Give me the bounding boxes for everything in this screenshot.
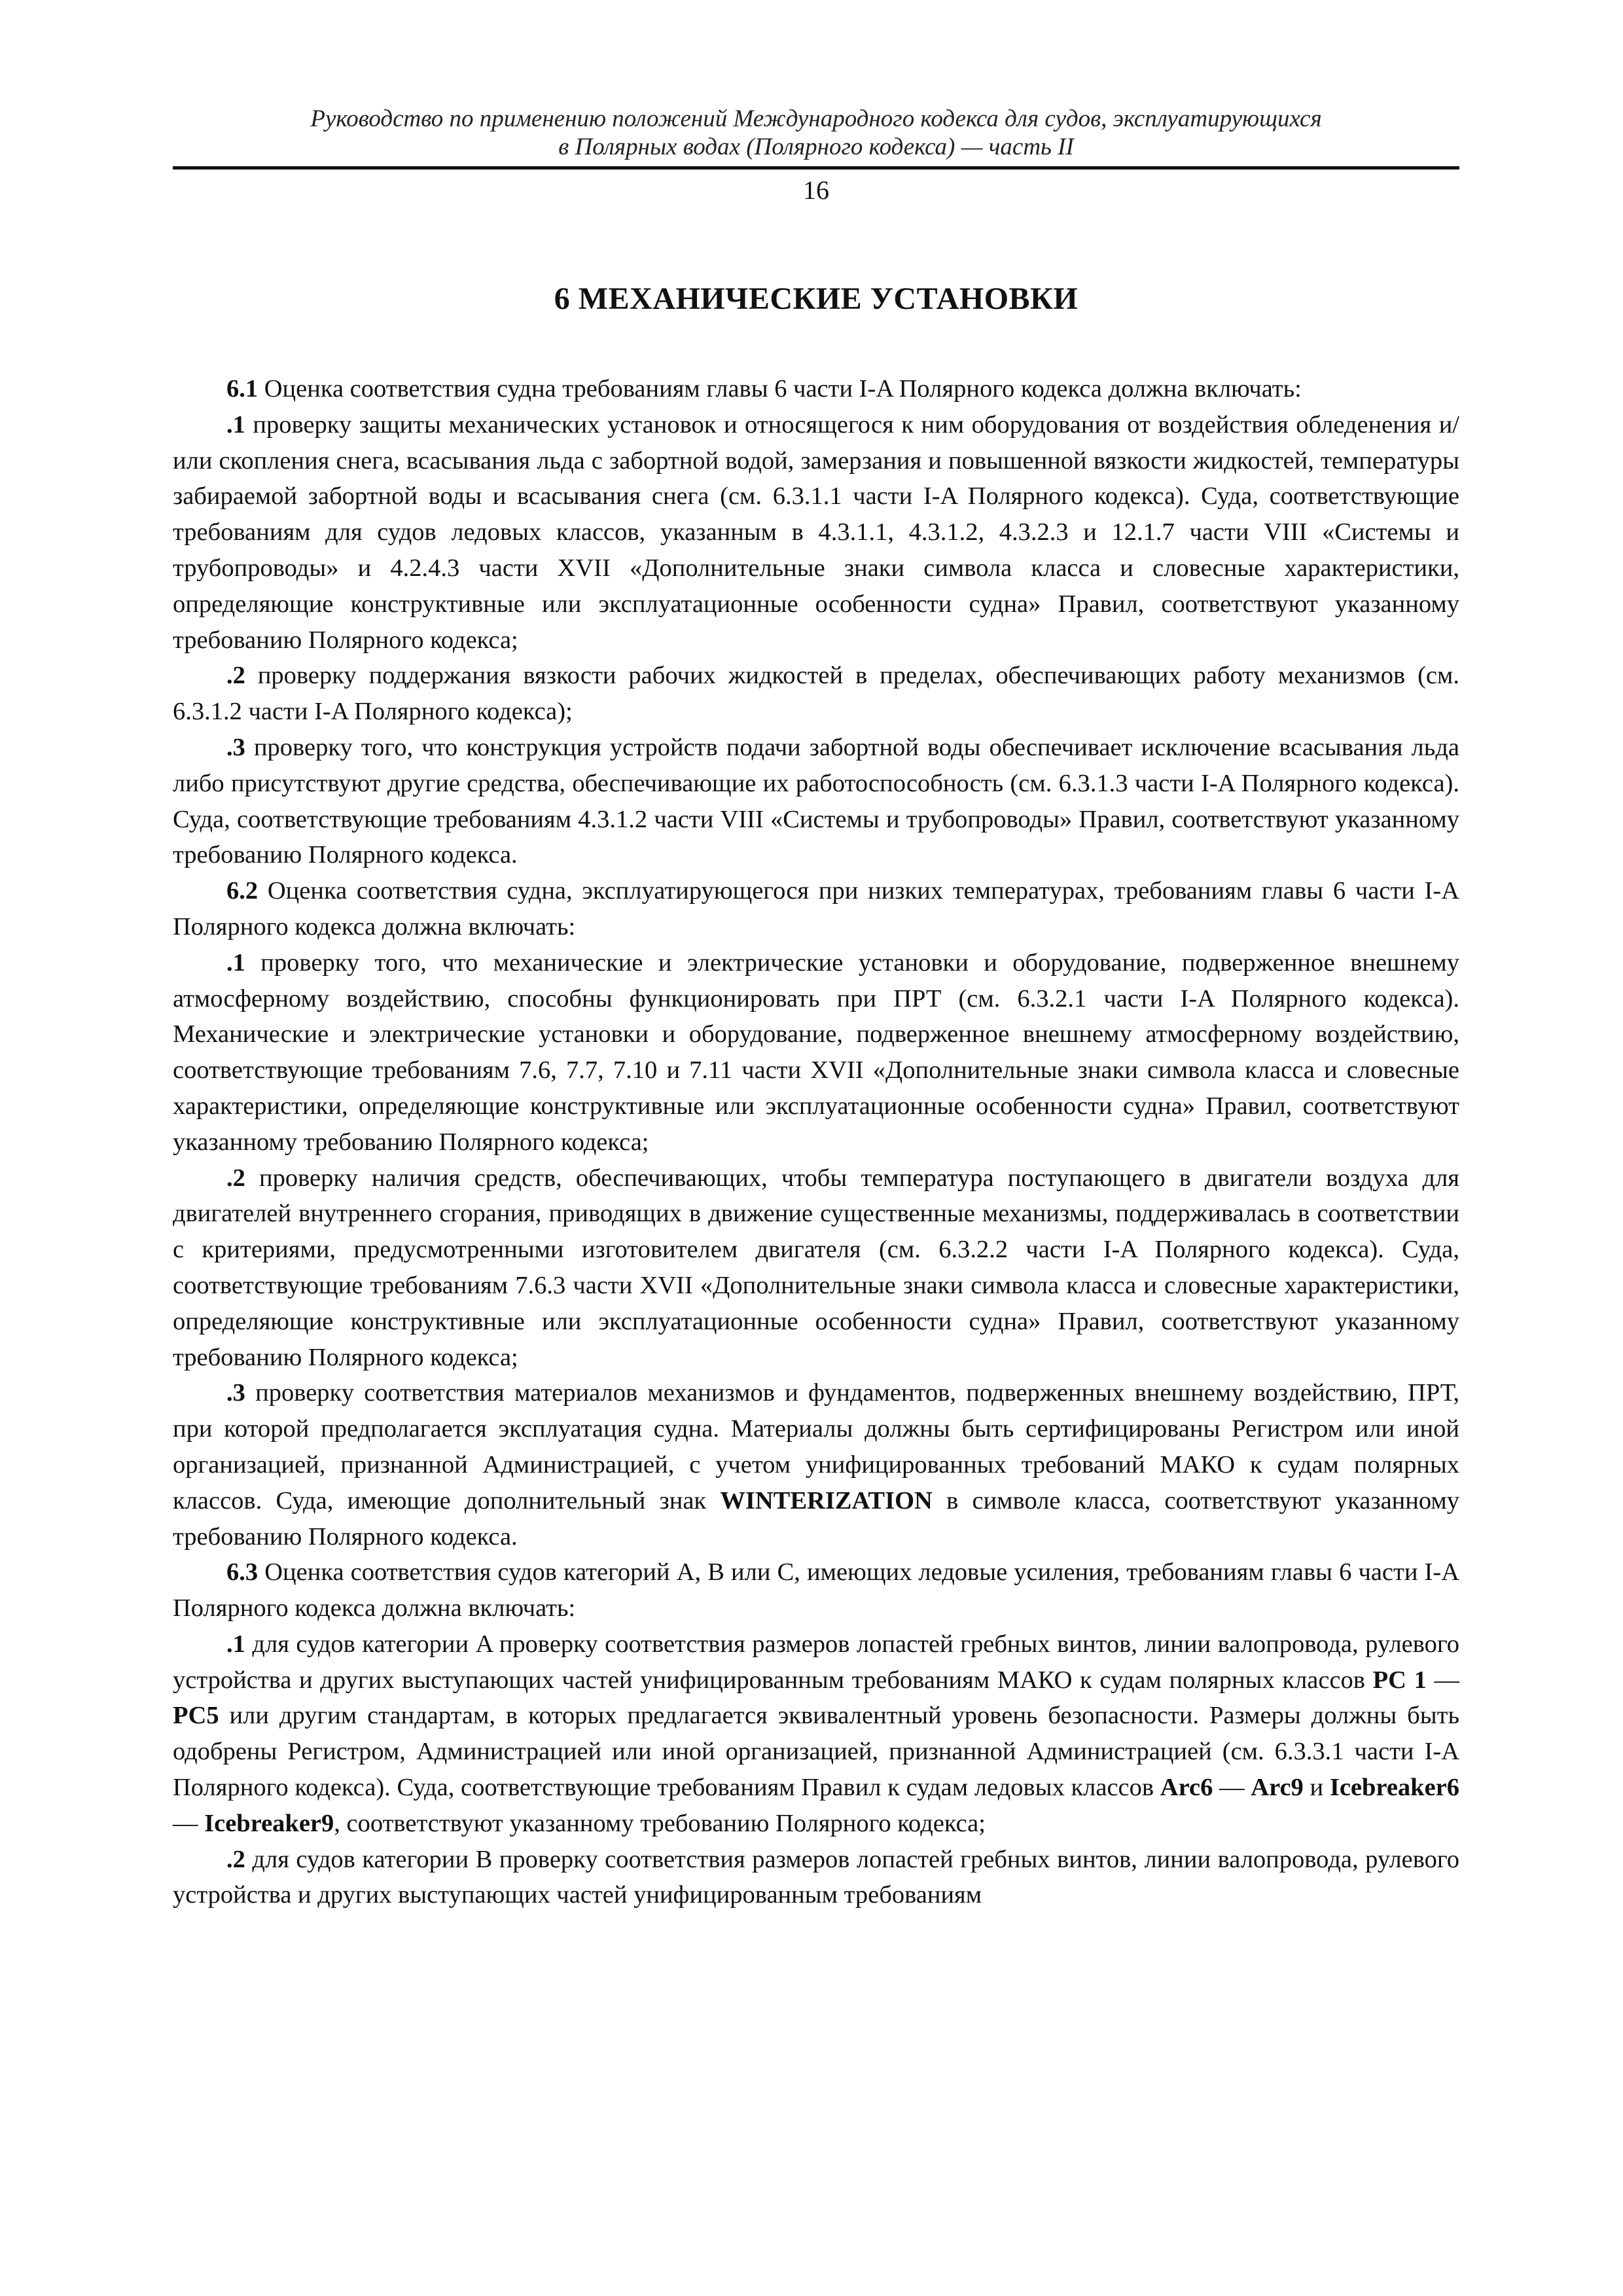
paragraph-text: проверку того, что механические и электрические установки и оборудование, подверженное внешнему атмосферному воздействию, способны функционировать при ПРТ (см. 6.3.2.1 части I-A Полярного кодекса). Механические и электрические установки и оборудование, подверженное внешнему атмосферному воздействию, соответствующие требованиям 7.6, 7.7, 7.10 и 7.11 части XVII «Дополнительные знаки символа класса и словесные характеристики, определяющие конструктивные или эксплуатационные особенности судна» Правил, соответствуют указанному требованию Полярного кодекса; <box>173 948 1459 1156</box>
paragraph-number: .1 <box>226 948 245 977</box>
paragraph-text: и <box>1303 1774 1330 1802</box>
class-notation-winterization: WINTERIZATION <box>720 1486 933 1515</box>
class-notation-pc1: PC 1 <box>1372 1666 1427 1694</box>
paragraph-number: .1 <box>226 1630 245 1658</box>
paragraph-text: , соответствуют указанному требованию Полярного кодекса; <box>334 1809 986 1837</box>
paragraph-number: 6.1 <box>226 375 259 403</box>
paragraph-6-1-2 <box>173 658 1459 730</box>
paragraph-text: — <box>173 1809 205 1837</box>
paragraph-text: — <box>1213 1774 1251 1802</box>
paragraph-number: 6.3 <box>226 1558 259 1587</box>
paragraph-text: или другим стандартам, в которых предлагается эквивалентный уровень безопасности. Размеры должны быть одобрены Регистром, Администрацией или иной организацией, признанной Администрацией (см. 6.3.3.1 части I-A Полярного кодекса). Суда, соответствующие требованиям Правил к судам ледовых классов <box>173 1702 1459 1802</box>
class-notation-arc9: Arc9 <box>1251 1774 1304 1802</box>
running-header-line-2: в Полярных водах (Полярного кодекса) — часть II <box>558 134 1074 160</box>
paragraph-6-3 <box>173 1554 1459 1626</box>
paragraph-text: проверку защиты механических установок и относящегося к ним оборудования от воздействия обледенения и/или скопления снега, всасывания льда с забортной водой, замерзания и повышенной вязкости жидкостей, температуры забираемой забортной воды и всасывания снега (см. 6.3.1.1 части I-A Полярного кодекса). Суда, соответствующие требованиям для судов ледовых классов, указанным в 4.3.1.1, 4.3.1.2, 4.3.2.3 и 12.1.7 части VIII «Системы и трубопроводы» и 4.2.4.3 части XVII «Дополнительные знаки символа класса и словесные характеристики, определяющие конструктивные или эксплуатационные особенности судна» Правил, соответствуют указанному требованию Полярного кодекса; <box>173 410 1459 654</box>
paragraph-6-3-1 <box>173 1626 1459 1842</box>
paragraph-number: 6.2 <box>226 877 259 905</box>
paragraph-6-1 <box>173 371 1459 407</box>
paragraph-number: .2 <box>226 1845 245 1873</box>
paragraph-6-2-3 <box>173 1375 1459 1554</box>
paragraph-number: .1 <box>226 410 245 439</box>
class-notation-icebreaker6: Icebreaker6 <box>1329 1774 1459 1802</box>
paragraph-text: проверку соответствия материалов механизмов и фундаментов, подверженных внешнему воздействию, ПРТ, при которой предполагается эксплуатация судна. Материалы должны быть сертифицированы Регистром или иной организацией, признанной Администрацией, с учетом унифицированных требований МАКО к судам полярных классов. Суда, имеющие дополнительный знак <box>173 1379 1459 1515</box>
paragraph-6-2-1 <box>173 945 1459 1160</box>
paragraph-6-2 <box>173 873 1459 945</box>
paragraph-text: — <box>1426 1666 1460 1694</box>
paragraph-text: для судов категории A проверку соответствия размеров лопастей гребных винтов, линии валопровода, рулевого устройства и других выступающих частей унифицированным требованиям МАКО к судам полярных классов <box>173 1630 1459 1694</box>
paragraph-6-1-1 <box>173 407 1459 658</box>
running-header <box>173 105 1459 161</box>
header-rule <box>173 166 1459 170</box>
paragraph-number: .2 <box>226 1164 245 1192</box>
paragraph-text: проверку наличия средств, обеспечивающих, чтобы температура поступающего в двигатели воздуха для двигателей внутреннего сгорания, приводящих в движение существенные механизмы, поддерживалась в соответствии с критериями, предусмотренными изготовителем двигателя (см. 6.3.2.2 части I-A Полярного кодекса). Суда, соответствующие требованиям 7.6.3 части XVII «Дополнительные знаки символа класса и словесные характеристики, определяющие конструктивные или эксплуатационные особенности судна» Правил, соответствуют указанному требованию Полярного кодекса; <box>173 1164 1459 1371</box>
running-header-line-1: Руководство по применению положений Международного кодекса для судов, эксплуатирующихся <box>310 105 1322 132</box>
paragraph-text: в символе класса, соответствуют указанному требованию Полярного кодекса. <box>173 1486 1460 1551</box>
page-number: 16 <box>803 175 829 205</box>
paragraph-text: Оценка соответствия судов категорий A, B или C, имеющих ледовые усиления, требованиям главы 6 части I-A Полярного кодекса должна включать: <box>173 1558 1459 1623</box>
paragraph-number: .3 <box>226 1379 245 1407</box>
paragraph-6-2-2 <box>173 1160 1459 1376</box>
paragraph-6-1-3 <box>173 730 1459 873</box>
paragraph-6-3-2 <box>173 1842 1459 1914</box>
class-notation-icebreaker9: Icebreaker9 <box>204 1809 334 1837</box>
document-page <box>173 105 1459 1913</box>
paragraph-text: Оценка соответствия судна требованиям главы 6 части I-A Полярного кодекса должна включать: <box>258 375 1302 403</box>
paragraph-number: .2 <box>226 662 245 690</box>
paragraph-text: проверку того, что конструкция устройств подачи забортной воды обеспечивает исключение всасывания льда либо присутствуют другие средства, обеспечивающие их работоспособность (см. 6.3.1.3 части I-A Полярного кодекса). Суда, соответствующие требованиям 4.3.1.2 части VIII «Системы и трубопроводы» Правил, соответствуют указанному требованию Полярного кодекса. <box>173 733 1459 869</box>
section-title: 6 МЕХАНИЧЕСКИЕ УСТАНОВКИ <box>554 281 1079 316</box>
class-notation-pc5: PC5 <box>173 1702 219 1730</box>
class-notation-arc6: Arc6 <box>1160 1774 1213 1802</box>
paragraph-text: для судов категории B проверку соответствия размеров лопастей гребных винтов, линии валопровода, рулевого устройства и других выступающих частей унифицированным требованиям <box>173 1845 1459 1909</box>
paragraph-text: Оценка соответствия судна, эксплуатирующегося при низких температурах, требованиям главы 6 части I-A Полярного кодекса должна включать: <box>173 877 1459 941</box>
paragraph-number: .3 <box>226 733 245 761</box>
paragraph-text: проверку поддержания вязкости рабочих жидкостей в пределах, обеспечивающих работу механизмов (см. 6.3.1.2 части I-A Полярного кодекса); <box>173 662 1459 726</box>
